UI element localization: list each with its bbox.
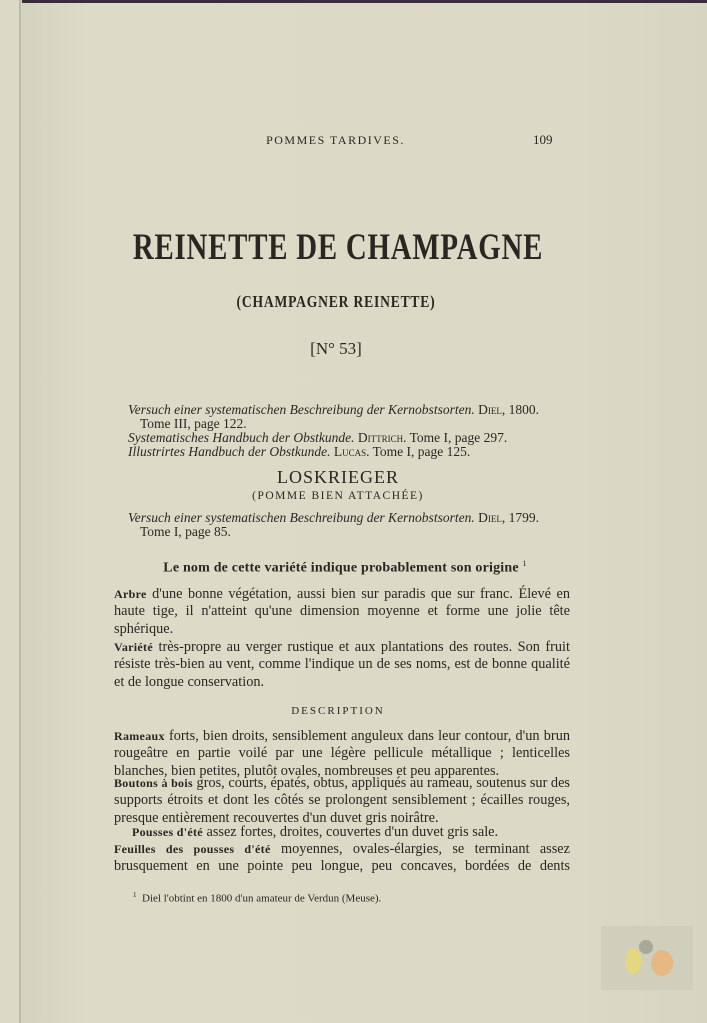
synonym-subtitle: (POMME BIEN ATTACHÉE): [252, 490, 424, 502]
variety-number: [N° 53]: [310, 339, 362, 358]
references: [128, 403, 570, 459]
page-subtitle: (CHAMPAGNER REINETTE): [236, 292, 436, 311]
intro-sentence: Le nom de cette variété indique probablement son origine $^1$: [163, 559, 527, 576]
synonym-name: LOSKRIEGER: [277, 467, 399, 487]
apple-watermark-image: [601, 926, 693, 990]
description-heading: DESCRIPTION: [291, 705, 385, 717]
description-feuilles: Feuilles des pousses d'été moyennes, ovales-élargies, se terminant assez brusquement en une pointe peu longue, peu concaves, bordées de dents: [114, 841, 570, 875]
footnote-mark: 1: [522, 559, 527, 568]
description-boutons: Boutons à bois gros, courts, épatés, obtus, appliqués au rameau, soutenus sur des supports étroits et dont les côtés se prolongent sensiblement ; écailles rouges, presque entièrement recouvertes d'un duvet gris noirâtre.: [114, 775, 570, 826]
page-title: REINETTE DE CHAMPAGNE: [132, 227, 544, 268]
running-head: POMMES TARDIVES.: [266, 133, 405, 147]
description-rameaux: Rameaux forts, bien droits, sensiblement anguleux dans leur contour, d'un brun rougeâtre en partie voilé par une légère pellicule métallique ; lenticelles blanches, bien petites, plutôt ovales, nombreuses et peu apparentes.: [114, 728, 570, 779]
paragraph-variete: Variété très-propre au verger rustique et aux plantations des routes. Son fruit résiste très-bien au vent, comme l'indique un de ses noms, est de bonne qualité et de longue conservation.: [114, 639, 570, 690]
paragraph-arbre: Arbre d'une bonne végétation, aussi bien sur paradis que sur franc. Élevé en haute tige, il n'atteint qu'une dimension moyenne et forme une jolie tête sphérique.: [114, 586, 570, 637]
page-edge: [0, 0, 21, 1023]
description-pousses: Pousses d'été assez fortes, droites, couvertes d'un duvet gris sale.: [132, 824, 499, 840]
page-number: 109: [533, 132, 553, 147]
reference: Versuch einer systematischen Beschreibung der Kernobstsorten. Diel, 1800. Tome III, page 122.: [128, 402, 539, 431]
synonym-references: [128, 511, 570, 539]
binding-edge: [22, 0, 707, 3]
reference: Versuch einer systematischen Beschreibung der Kernobstsorten. Diel, 1799. Tome I, page 85.: [128, 510, 539, 539]
reference: Systematisches Handbuch der Obstkunde. Dittrich. Tome I, page 297.: [128, 430, 508, 445]
footnote: $^1$ Diel l'obtint en 1800 d'un amateur de Verdun (Meuse).: [133, 891, 382, 905]
reference: Illustrirtes Handbuch der Obstkunde. Lucas. Tome I, page 125.: [128, 444, 471, 459]
